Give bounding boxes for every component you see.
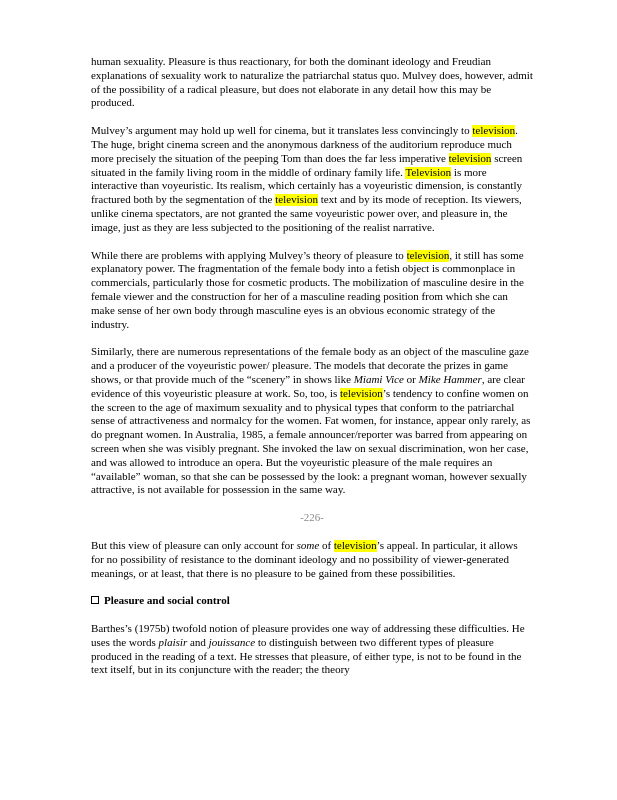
paragraph-4 xyxy=(91,346,533,498)
search-highlight: Television xyxy=(405,166,452,179)
italic-title: Mike Hammer xyxy=(418,373,482,386)
checkbox-bullet-icon xyxy=(91,596,99,604)
text-run: , it still has some explanatory power. The fragmentation of the female body into a fetish object is commonplace in commercials, particularly those for cosmetic products. The mobilization of masculine desire in the female viewer and the construction for her of a masculine reading position from which she can make sense of her own body through masculine eyes is an obvious economic strategy of the industry. xyxy=(91,249,524,331)
text-run: Barthes’s (1975b) twofold notion of pleasure provides one way of addressing these difficulties. He uses the words xyxy=(91,623,525,649)
section-heading xyxy=(91,595,533,609)
text-run: of xyxy=(319,539,334,552)
page-number: -226- xyxy=(300,512,324,525)
italic-title: Miami Vice xyxy=(353,373,404,386)
text-run: and xyxy=(187,636,209,649)
text-run: ’s appeal. In particular, it allows for no possibility of resistance to the dominant ideology and no possibility of viewer-generated meanings, or at least, that there is no pleasure to be gained from these possibilities. xyxy=(91,539,518,580)
italic-word: some xyxy=(296,539,320,552)
text-run: to distinguish between two different types of pleasure produced in the reading of a text. He stresses that pleasure, of either type, is not to be found in the text itself, but in its conjuncture with the reader; the theory xyxy=(91,636,522,677)
search-highlight: television xyxy=(333,539,377,552)
text-run: , are clear evidence of this voyeuristic pleasure at work. So, too, is xyxy=(91,373,525,400)
text-run: . The huge, bright cinema screen and the anonymous darkness of the auditorium reproduce much more precisely the situation of the peeping Tom than does the far less imperative xyxy=(91,125,518,165)
paragraph-5 xyxy=(91,540,533,581)
search-highlight: television xyxy=(406,249,450,262)
paragraph-1: human sexuality. Pleasure is thus reactionary, for both the dominant ideology and Freudian explanations of sexuality work to naturalize the patriarchal status quo. Mulvey does, however, admit of the possibility of a radical pleasure, but does not elaborate in any detail how this may be produced. xyxy=(91,56,533,110)
italic-term: jouissance xyxy=(208,636,256,649)
paragraph-2 xyxy=(91,125,533,235)
text-run: Mulvey’s argument may hold up well for cinema, but it translates less convincingly to xyxy=(91,125,473,138)
text-run: screen situated in the family living room in the middle of ordinary family life. xyxy=(91,152,523,179)
text-run: Similarly, there are numerous representations of the female body as an object of the masculine gaze and a producer of the voyeuristic power/ pleasure. The models that decorate the prizes in game shows, or that provide much of the “scenery” in shows like xyxy=(91,346,529,386)
section-heading-text: Pleasure and social control xyxy=(104,595,230,608)
document-page xyxy=(91,56,533,692)
search-highlight: television xyxy=(448,152,492,165)
search-highlight: television xyxy=(472,125,516,138)
search-highlight: television xyxy=(339,387,383,400)
italic-term: plaisir xyxy=(158,636,188,649)
text-run: text and by its mode of reception. Its viewers, unlike cinema spectators, are not granted the same voyeuristic power over, and pleasure in, the image, just as they are less subjected to the positioning of the realist narrative. xyxy=(91,194,522,234)
paragraph-3 xyxy=(91,250,533,333)
search-highlight: television xyxy=(275,194,318,207)
paragraph-6 xyxy=(91,623,533,678)
text-run: or xyxy=(403,373,419,386)
text-run: But this view of pleasure can only account for xyxy=(91,539,297,552)
text-run: is more interactive than voyeuristic. Its realism, which certainly has a voyeuristic dimension, is constantly fractured both by the segmentation of the xyxy=(91,166,523,207)
text-run: While there are problems with applying Mulvey’s theory of pleasure to xyxy=(91,249,407,262)
text-run: ’s tendency to confine women on the screen to the age of maximum sexuality and to physical types that conform to the patriarchal sense of attractiveness and normalcy for the women. Fat women, for instance, appear only rarely, as do pregnant women. In Australia, 1985, a female announcer/reporter was barred from appearing on screen when she was visibly pregnant. She invoked the law on sexual discrimination, won her case, and was allowed to introduce an opera. But the voyeuristic pleasure of the male requires an “available” woman, so that she can be possessed by the look: a pregnant woman, however sexually attractive, is not available for possession in the same way. xyxy=(91,387,531,497)
